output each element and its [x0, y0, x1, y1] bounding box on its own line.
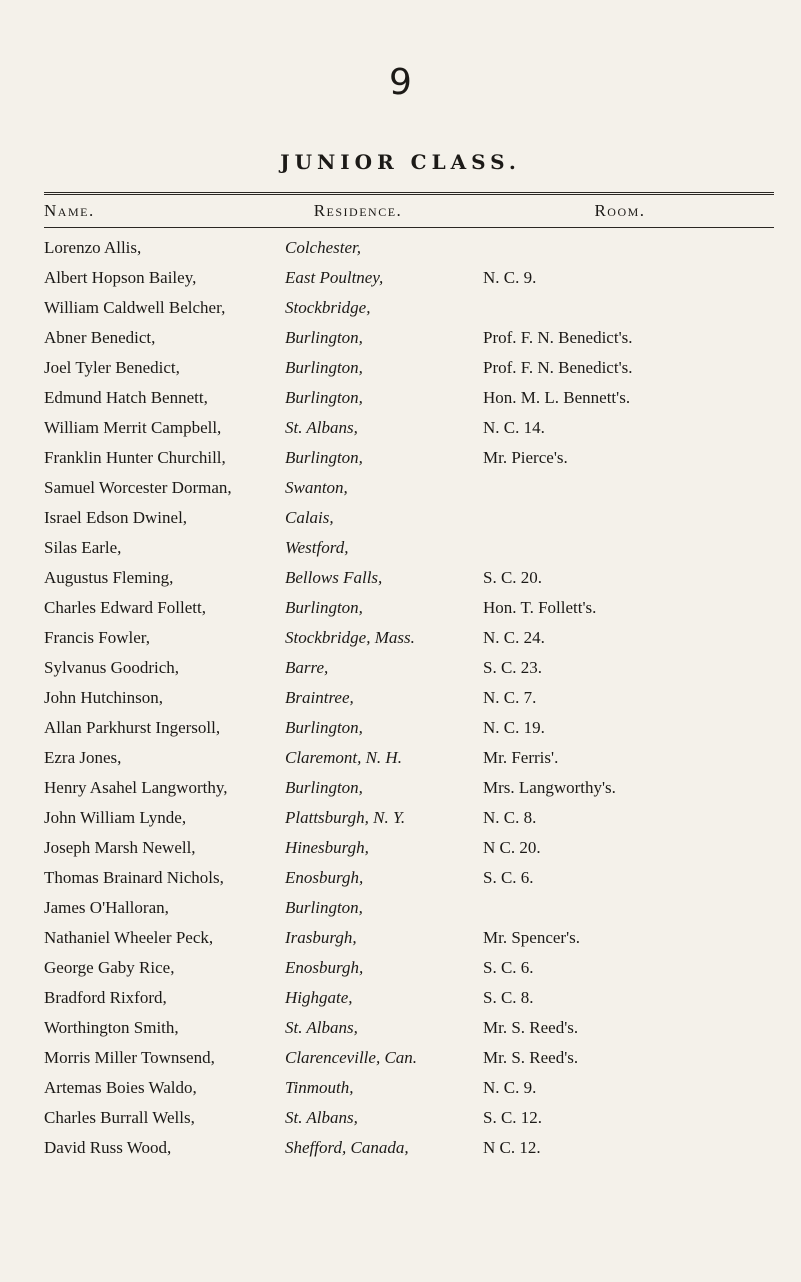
student-room: S. C. 8.	[483, 988, 534, 1007]
student-row	[0, 743, 801, 773]
student-row	[0, 1133, 801, 1163]
student-list	[0, 233, 801, 1163]
student-row	[0, 263, 801, 293]
page-number: 9	[389, 62, 412, 103]
student-residence: Barre,	[285, 658, 329, 677]
class-title: JUNIOR CLASS.	[280, 150, 521, 174]
header-bottom-rule	[44, 227, 774, 228]
student-residence: Enosburgh,	[285, 958, 364, 977]
student-residence: Burlington,	[285, 718, 363, 737]
student-room: Hon. M. L. Bennett's.	[483, 388, 631, 407]
student-row	[0, 353, 801, 383]
student-name: Artemas Boies Waldo,	[44, 1078, 197, 1097]
student-room: N C. 20.	[483, 838, 541, 857]
student-residence: Highgate,	[285, 988, 353, 1007]
student-row	[0, 1073, 801, 1103]
name-column-header: Name.	[44, 201, 95, 220]
student-residence: Stockbridge,	[285, 298, 371, 317]
student-residence: Westford,	[285, 538, 349, 557]
student-residence: Burlington,	[285, 358, 363, 377]
student-room: N. C. 24.	[483, 628, 545, 647]
residence-column-header: Residence.	[313, 201, 403, 220]
student-name: Abner Benedict,	[44, 328, 156, 347]
student-row	[0, 653, 801, 683]
student-row	[0, 413, 801, 443]
student-name: Sylvanus Goodrich,	[44, 658, 180, 677]
student-residence: St. Albans,	[285, 1108, 358, 1127]
student-residence: Burlington,	[285, 388, 363, 407]
student-residence: Calais,	[285, 508, 334, 527]
student-row	[0, 803, 801, 833]
student-row	[0, 443, 801, 473]
student-residence: Shefford, Canada,	[285, 1138, 409, 1157]
student-room: N. C. 9.	[483, 268, 537, 287]
student-residence: Burlington,	[285, 448, 363, 467]
student-room: Mr. Pierce's.	[483, 448, 568, 467]
student-name: Lorenzo Allis,	[44, 238, 142, 257]
student-name: Morris Miller Townsend,	[44, 1048, 215, 1067]
student-room: Mr. Ferris'.	[483, 748, 559, 767]
student-row	[0, 533, 801, 563]
student-row	[0, 293, 801, 323]
student-residence: Enosburgh,	[285, 868, 364, 887]
student-row	[0, 713, 801, 743]
student-residence: Braintree,	[285, 688, 354, 707]
student-row	[0, 1013, 801, 1043]
student-residence: St. Albans,	[285, 418, 358, 437]
student-name: Edmund Hatch Bennett,	[44, 388, 208, 407]
student-room: Prof. F. N. Benedict's.	[483, 328, 633, 347]
student-name: Franklin Hunter Churchill,	[44, 448, 226, 467]
student-name: Francis Fowler,	[44, 628, 151, 647]
student-room: Mrs. Langworthy's.	[483, 778, 616, 797]
student-residence: Stockbridge, Mass.	[285, 628, 415, 647]
student-name: William Merrit Campbell,	[44, 418, 222, 437]
student-row	[0, 683, 801, 713]
student-room: N C. 12.	[483, 1138, 541, 1157]
student-residence: Burlington,	[285, 598, 363, 617]
student-residence: East Poultney,	[285, 268, 384, 287]
student-name: Israel Edson Dwinel,	[44, 508, 188, 527]
student-room: S. C. 23.	[483, 658, 543, 677]
student-name: Joseph Marsh Newell,	[44, 838, 196, 857]
student-row	[0, 773, 801, 803]
student-room: Hon. T. Follett's.	[483, 598, 597, 617]
student-row	[0, 233, 801, 263]
student-name: Bradford Rixford,	[44, 988, 167, 1007]
student-name: Charles Edward Follett,	[44, 598, 206, 617]
student-name: Thomas Brainard Nichols,	[44, 868, 224, 887]
student-name: Samuel Worcester Dorman,	[44, 478, 232, 497]
student-residence: Bellows Falls,	[285, 568, 383, 587]
student-row	[0, 893, 801, 923]
student-residence: Burlington,	[285, 328, 363, 347]
student-row	[0, 863, 801, 893]
student-name: Silas Earle,	[44, 538, 122, 557]
student-row	[0, 623, 801, 653]
student-residence: Swanton,	[285, 478, 348, 497]
student-room: N. C. 19.	[483, 718, 545, 737]
student-residence: Plattsburgh, N. Y.	[285, 808, 406, 827]
student-name: William Caldwell Belcher,	[44, 298, 226, 317]
student-name: James O'Halloran,	[44, 898, 169, 917]
student-room: N. C. 9.	[483, 1078, 537, 1097]
student-residence: Clarenceville, Can.	[285, 1048, 418, 1067]
student-name: David Russ Wood,	[44, 1138, 172, 1157]
student-name: Joel Tyler Benedict,	[44, 358, 180, 377]
student-room: Mr. Spencer's.	[483, 928, 581, 947]
student-row	[0, 563, 801, 593]
student-room: N. C. 7.	[483, 688, 537, 707]
student-residence: Burlington,	[285, 898, 363, 917]
room-column-header: Room.	[594, 201, 646, 220]
student-row	[0, 383, 801, 413]
student-row	[0, 323, 801, 353]
student-name: Augustus Fleming,	[44, 568, 174, 587]
student-residence: Colchester,	[285, 238, 362, 257]
student-residence: Irasburgh,	[285, 928, 357, 947]
student-room: N. C. 8.	[483, 808, 537, 827]
student-residence: St. Albans,	[285, 1018, 358, 1037]
student-room: Prof. F. N. Benedict's.	[483, 358, 633, 377]
header-top-rule	[44, 192, 774, 195]
student-name: Nathaniel Wheeler Peck,	[44, 928, 214, 947]
student-room: Mr. S. Reed's.	[483, 1018, 579, 1037]
student-room: S. C. 6.	[483, 868, 534, 887]
student-name: Allan Parkhurst Ingersoll,	[44, 718, 221, 737]
student-row	[0, 1043, 801, 1073]
student-row	[0, 503, 801, 533]
student-row	[0, 953, 801, 983]
student-row	[0, 473, 801, 503]
student-name: Ezra Jones,	[44, 748, 122, 767]
student-residence: Burlington,	[285, 778, 363, 797]
student-residence: Claremont, N. H.	[285, 748, 402, 767]
student-row	[0, 983, 801, 1013]
student-name: Henry Asahel Langworthy,	[44, 778, 228, 797]
student-room: S. C. 20.	[483, 568, 543, 587]
student-residence: Tinmouth,	[285, 1078, 354, 1097]
student-room: S. C. 12.	[483, 1108, 543, 1127]
student-room: N. C. 14.	[483, 418, 545, 437]
student-name: John Hutchinson,	[44, 688, 163, 707]
student-row	[0, 1103, 801, 1133]
student-row	[0, 593, 801, 623]
student-name: George Gaby Rice,	[44, 958, 175, 977]
student-name: John William Lynde,	[44, 808, 187, 827]
student-room: Mr. S. Reed's.	[483, 1048, 579, 1067]
student-row	[0, 923, 801, 953]
student-residence: Hinesburgh,	[285, 838, 369, 857]
student-name: Charles Burrall Wells,	[44, 1108, 195, 1127]
student-room: S. C. 6.	[483, 958, 534, 977]
student-name: Albert Hopson Bailey,	[44, 268, 197, 287]
student-name: Worthington Smith,	[44, 1018, 179, 1037]
student-row	[0, 833, 801, 863]
